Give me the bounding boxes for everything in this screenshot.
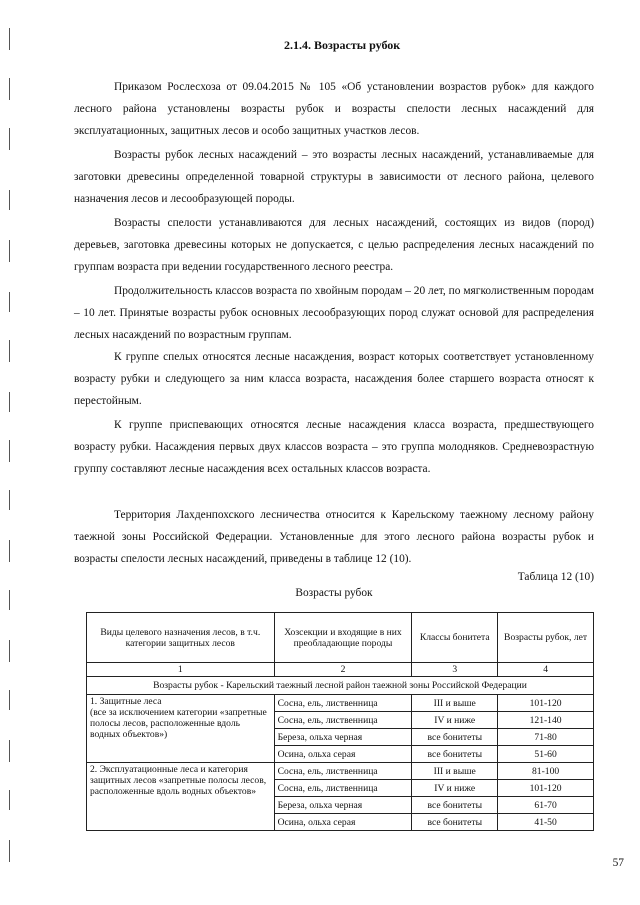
page-number: 57: [612, 857, 624, 869]
binding-mark: [9, 540, 10, 562]
column-number: 3: [412, 663, 498, 677]
bonitet-cell: III и выше: [412, 695, 498, 712]
binding-mark: [9, 392, 10, 412]
header-cell: Виды целевого назначения лесов, в т.ч. категории защитных лесов: [87, 613, 275, 663]
species-cell: Сосна, ель, лиственница: [274, 780, 412, 797]
purpose-cell: 2. Эксплуатационные леса и категория защитных лесов «запретные полосы лесов, расположенные вдоль водных объектов»: [87, 763, 275, 831]
zone-row: [87, 677, 594, 695]
age-cell: 121-140: [498, 712, 594, 729]
binding-mark: [9, 340, 10, 362]
header-cell: Классы бонитета: [412, 613, 498, 663]
column-number: 1: [87, 663, 275, 677]
header-cell: Хозсекции и входящие в них преобладающие породы: [274, 613, 412, 663]
binding-mark: [9, 240, 10, 262]
binding-mark: [9, 590, 10, 610]
section-heading: 2.1.4. Возрасты рубок: [284, 38, 401, 52]
table-title: Возрасты рубок: [295, 587, 373, 599]
bonitet-cell: IV и ниже: [412, 712, 498, 729]
column-number: 4: [498, 663, 594, 677]
age-cell: 101-120: [498, 695, 594, 712]
binding-edge-marks: [0, 0, 30, 905]
age-cell: 101-120: [498, 780, 594, 797]
column-number: 2: [274, 663, 412, 677]
species-cell: Береза, ольха черная: [274, 797, 412, 814]
bonitet-cell: IV и ниже: [412, 780, 498, 797]
binding-mark: [9, 640, 10, 662]
paragraph: Возрасты рубок лесных насаждений – это возрасты лесных насаждений, устанавливаемые для заготовки древесины определенной товарной структуры в зависимости от лесного района, целевого назначения лесов и лесообразующей породы.: [74, 149, 594, 205]
binding-mark: [9, 128, 10, 150]
paragraph: Продолжительность классов возраста по хвойным породам – 20 лет, по мягколиственным породам – 10 лет. Принятые возрасты рубок основных лесообразующих пород служат основой для распределения лесных насаждений по возрастным группам.: [74, 285, 594, 341]
age-cell: 61-70: [498, 797, 594, 814]
binding-mark: [9, 790, 10, 810]
species-cell: Сосна, ель, лиственница: [274, 695, 412, 712]
paragraph: Возрасты спелости устанавливаются для лесных насаждений, состоящих из видов (пород) деревьев, заготовка древесины которых не допускается, с целью распределения лесных насаждений по группам возраста при ведении государственного лесного реестра.: [74, 217, 594, 273]
binding-mark: [9, 840, 10, 862]
species-cell: Сосна, ель, лиственница: [274, 712, 412, 729]
bonitet-cell: все бонитеты: [412, 746, 498, 763]
table-row: [87, 695, 594, 712]
column-number-row: [87, 663, 594, 677]
species-cell: Сосна, ель, лиственница: [274, 763, 412, 780]
cutting-age-table: [86, 612, 594, 831]
binding-mark: [9, 292, 10, 312]
bonitet-cell: все бонитеты: [412, 797, 498, 814]
age-cell: 81-100: [498, 763, 594, 780]
binding-mark: [9, 440, 10, 462]
zone-cell: Возрасты рубок - Карельский таежный лесной район таежной зоны Российской Федерации: [87, 677, 594, 695]
binding-mark: [9, 490, 10, 510]
binding-mark: [9, 740, 10, 762]
bonitet-cell: все бонитеты: [412, 814, 498, 831]
species-cell: Осина, ольха серая: [274, 814, 412, 831]
binding-mark: [9, 190, 10, 210]
bonitet-cell: все бонитеты: [412, 729, 498, 746]
paragraph: К группе приспевающих относятся лесные насаждения класса возраста, предшествующего возрасту рубки. Насаждения первых двух классов возраста – это группа молодняков. Средневозрастную группу составляют лесные насаждения всех остальных классов возраста.: [74, 419, 594, 475]
bonitet-cell: III и выше: [412, 763, 498, 780]
binding-mark: [9, 690, 10, 710]
age-cell: 51-60: [498, 746, 594, 763]
table-row: [87, 763, 594, 780]
binding-mark: [9, 78, 10, 100]
species-cell: Осина, ольха серая: [274, 746, 412, 763]
paragraph: Территория Лахденпохского лесничества относится к Карельскому таежному лесному району таежной зоны Российской Федерации. Установленные для этого лесного района возрасты рубок и возрасты спелости лесных насаждений, приведены в таблице 12 (10).: [74, 509, 594, 565]
paragraph: Приказом Рослесхоза от 09.04.2015 № 105 «Об установлении возрастов рубок» для каждого лесного района установлены возрасты рубок и возрасты спелости лесных насаждений для эксплуатационных, защитных лесов и особо защитных участков лесов.: [74, 81, 594, 137]
table-header-row: [87, 613, 594, 663]
species-cell: Береза, ольха черная: [274, 729, 412, 746]
age-cell: 41-50: [498, 814, 594, 831]
purpose-cell: 1. Защитные леса (все за исключением категории «запретные полосы лесов, расположенные вдоль водных объектов»): [87, 695, 275, 763]
binding-mark: [9, 28, 10, 50]
table-caption: Таблица 12 (10): [517, 571, 594, 583]
header-cell: Возрасты рубок, лет: [498, 613, 594, 663]
age-cell: 71-80: [498, 729, 594, 746]
paragraph: К группе спелых относятся лесные насаждения, возраст которых соответствует установленному возрасту рубки и следующего за ним класса возраста, насаждения более старшего возраста относят к перестойным.: [74, 351, 594, 407]
